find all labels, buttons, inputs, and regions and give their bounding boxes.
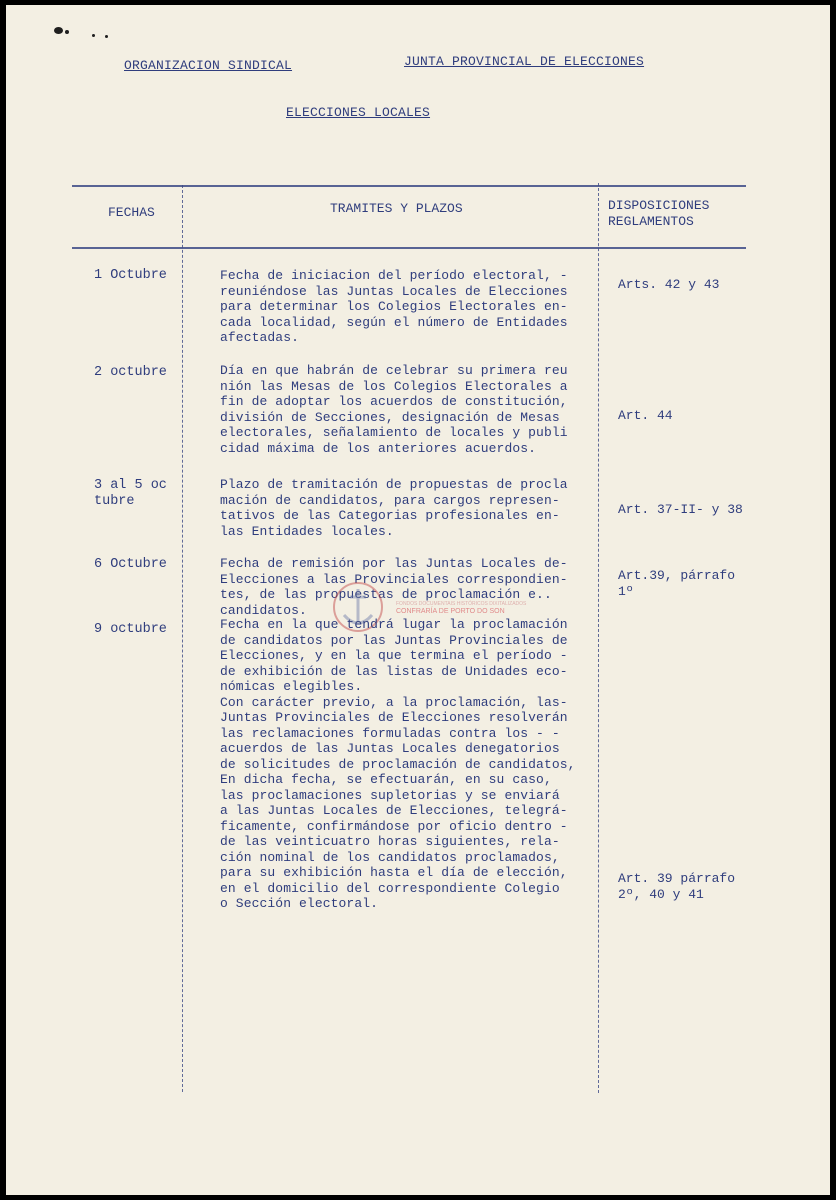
watermark-line2: CONFRARÍA DE PORTO DO SON — [396, 608, 505, 615]
column-header-fechas: FECHAS — [108, 205, 155, 220]
row-date: 2 octubre — [94, 365, 167, 380]
document-page — [6, 5, 830, 1195]
row-reference: Arts. 42 y 43 — [618, 277, 720, 292]
junta-header: JUNTA PROVINCIAL DE ELECCIONES — [404, 54, 645, 69]
document-title: ELECCIONES LOCALES — [286, 105, 431, 120]
column-header-disposiciones: DISPOSICIONES REGLAMENTOS — [608, 198, 710, 229]
row-date: 6 Octubre — [94, 557, 167, 572]
column-divider-left — [182, 185, 184, 1092]
table-header-rule — [72, 247, 746, 249]
row-text: Fecha de iniciacion del período electoral, - reuniéndose las Juntas Locales de Elecciones para determinar los Colegios Electorales en- cada localidad, según el número de Entidades afectadas. — [220, 268, 568, 345]
row-reference: Art.39, párrafo 1º — [618, 568, 736, 599]
row-date: 9 octubre — [94, 622, 167, 637]
row-text: Fecha de remisión por las Juntas Locales de- Elecciones a las Provinciales correspondien- tes, de las propuestas de proclamación e.. candidatos. — [220, 556, 568, 618]
row-date: 3 al 5 oc tubre — [94, 478, 167, 509]
organization-header: ORGANIZACION SINDICAL — [124, 58, 293, 73]
column-header-tramites: TRAMITES Y PLAZOS — [330, 201, 463, 216]
row-text: Plazo de tramitación de propuestas de procla mación de candidatos, para cargos represen- tativos de las Categorias profesionales en- las Entidades locales. — [220, 477, 568, 539]
row-date: 1 Octubre — [94, 268, 167, 283]
row-reference: Art. 37-II- y 38 — [618, 502, 743, 517]
row-reference: Art. 44 — [618, 408, 673, 423]
row-reference: Art. 39 párrafo 2º, 40 y 41 — [618, 871, 736, 902]
watermark-line1: FONDOS DOCUMENTAIS HISTÓRICOS DIXITALIZADOS — [396, 601, 527, 607]
table-top-rule — [72, 185, 746, 187]
row-text: Día en que habrán de celebrar su primera reu nión las Mesas de los Colegios Electorales a fin de adoptar los acuerdos de constitución, división de Secciones, designación de Mesas electorales, señalamiento de locales y publi cidad máxima de los anteriores acuerdos. — [220, 363, 568, 456]
row-text: Fecha en la que tendrá lugar la proclamación de candidatos por las Juntas Provinciales de Elecciones, y en la que termina el período - de exhibición de las listas de Unidades eco- nómicas elegibles. Con carácter previo, a la proclamación, las- Juntas Provinciales de Elecciones resolverán las reclamaciones formuladas contra los - - acuerdos de las Juntas Locales denegatorios de solicitudes de proclamación de candidatos, En dicha fecha, se efectuarán, en su caso, las proclamaciones supletorias y se enviará a las Juntas Locales de Elecciones, telegrá- ficamente, confirmándose por oficio dentro - de las veinticuatro horas siguientes, rela- ción nominal de los candidatos proclamados, para su exhibición hasta el día de elección, en el domicilio del correspondiente Colegio o Sección electoral. — [220, 617, 576, 911]
